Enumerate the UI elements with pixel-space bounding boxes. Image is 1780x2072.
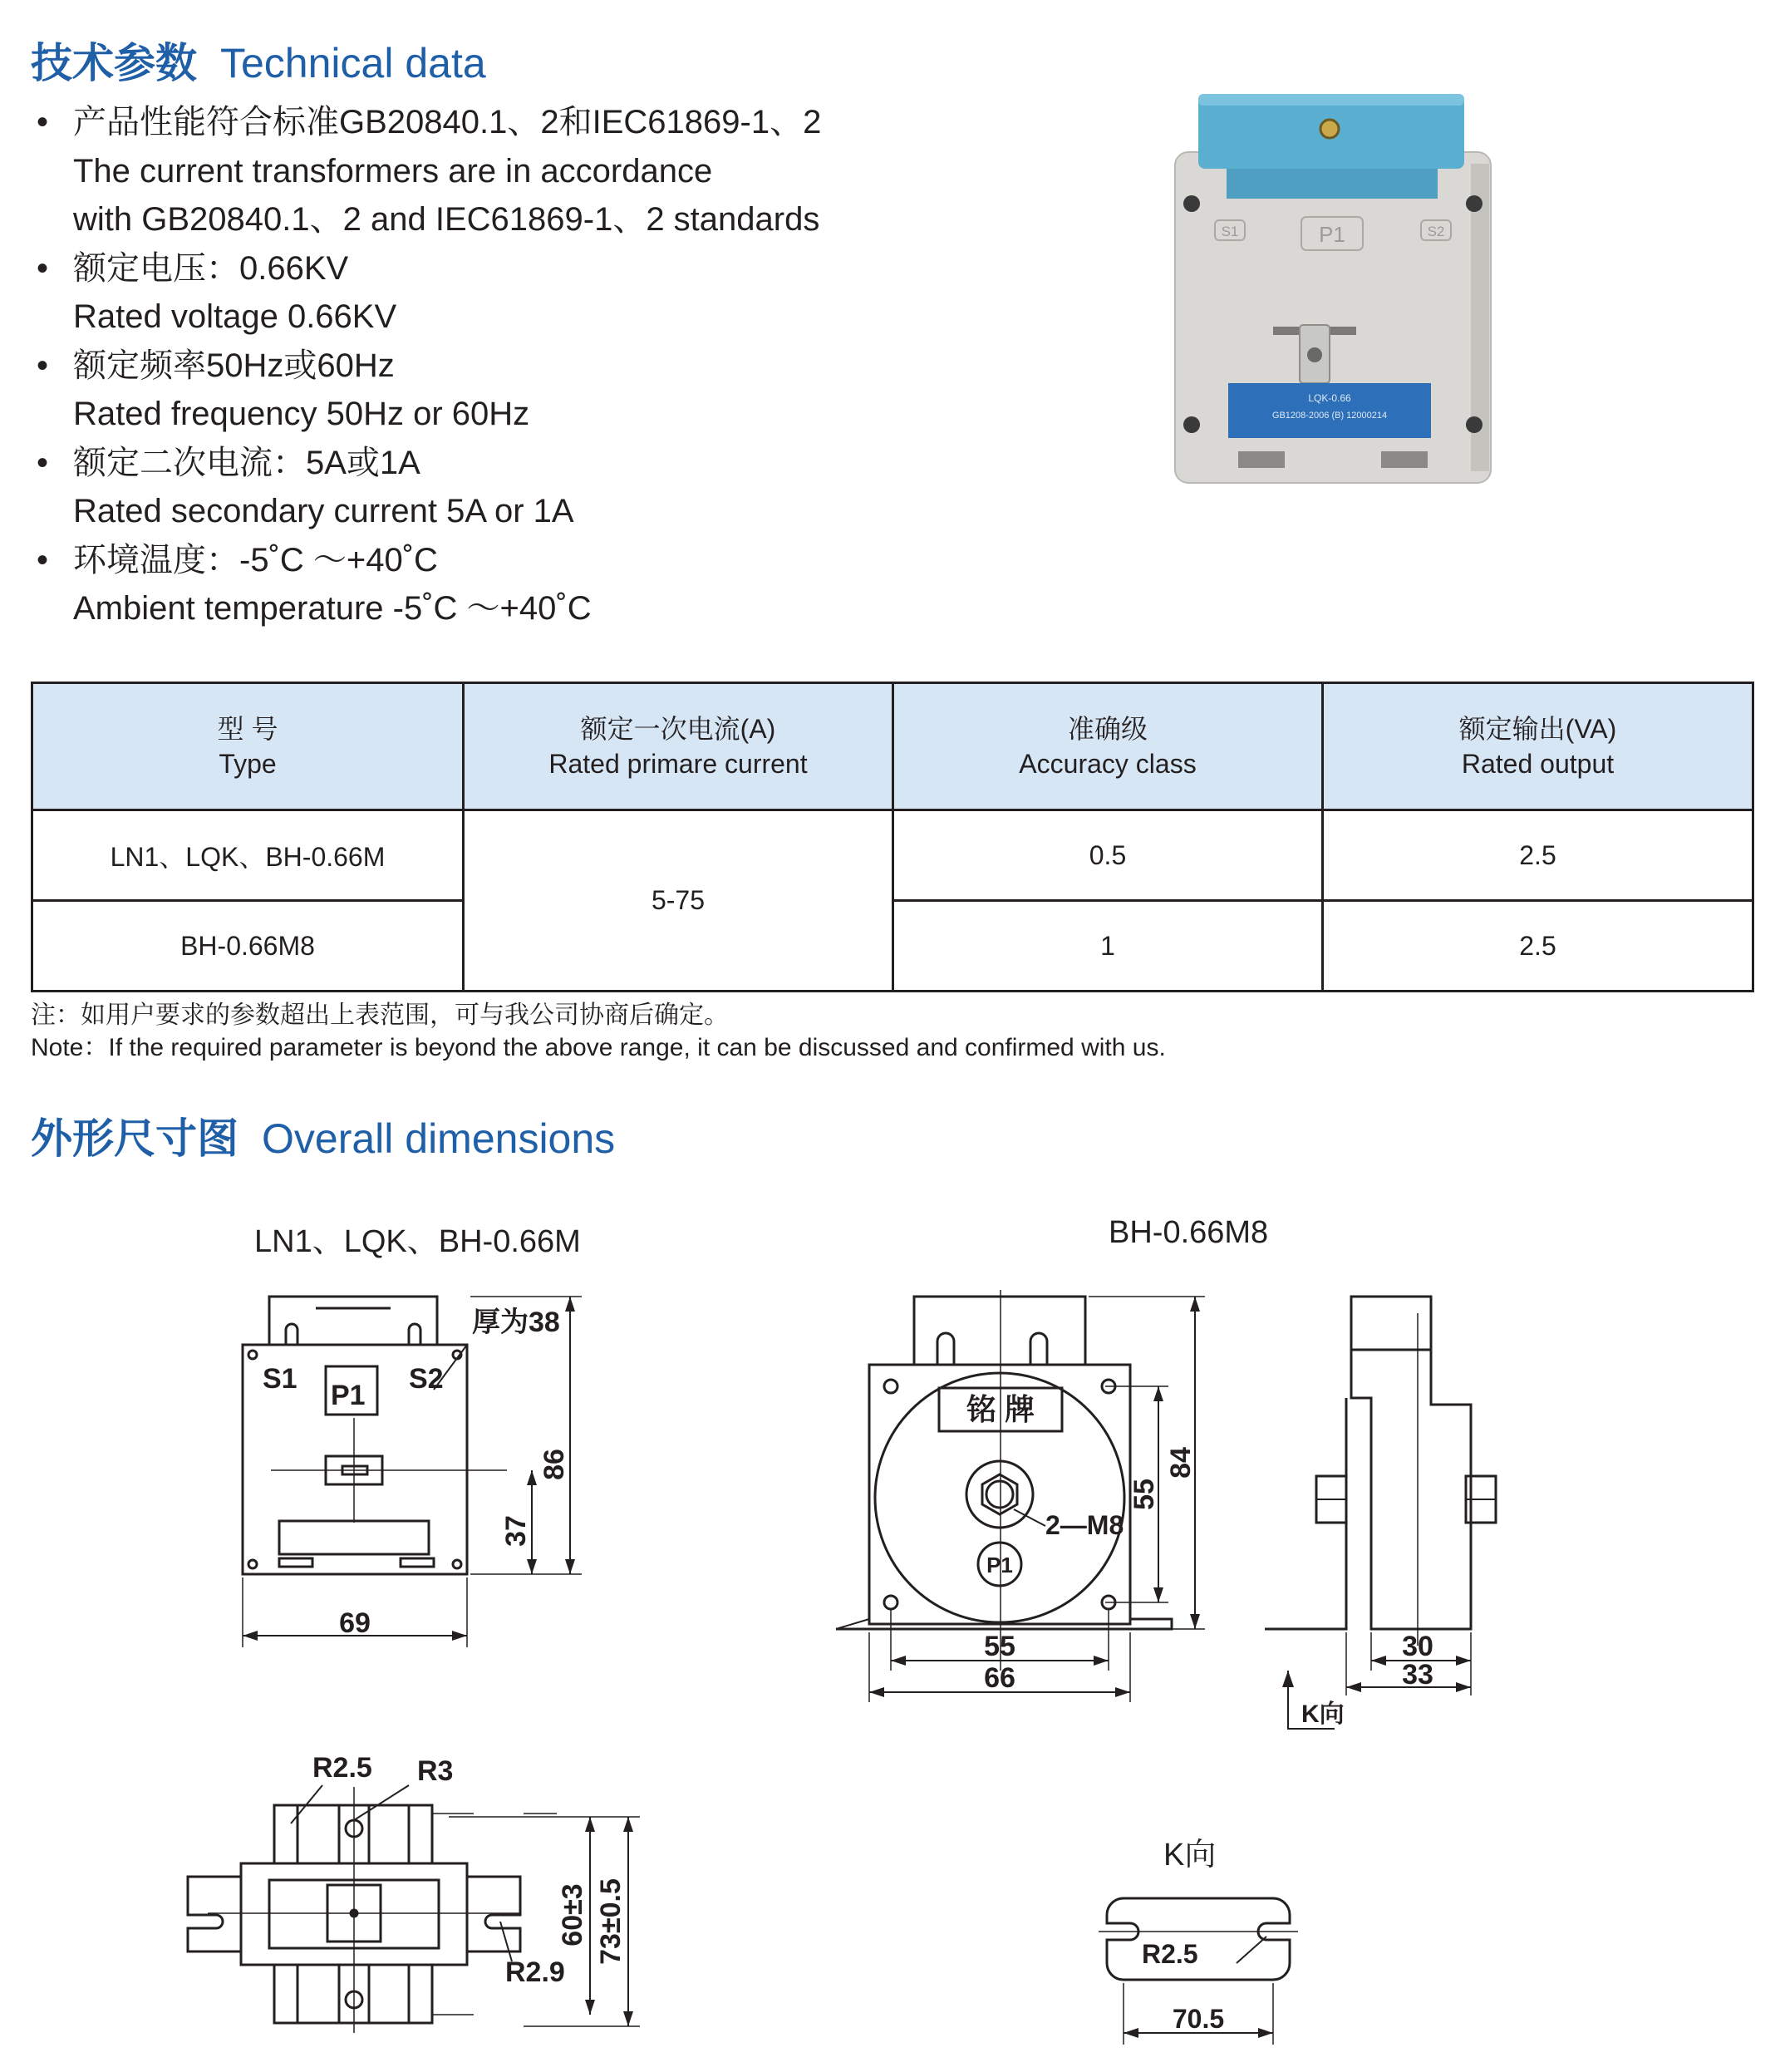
- a-hole-icon: [248, 1351, 257, 1359]
- bs-dim-30-label: 30: [1402, 1631, 1433, 1662]
- base-foot: [1238, 451, 1285, 468]
- ab-dim-60-label: 60±3: [557, 1883, 588, 1946]
- k-r25-label: R2.5: [1142, 1939, 1198, 1969]
- drawing-a-front: [233, 1280, 632, 1679]
- header-output-zh: 额定输出(VA): [1458, 714, 1617, 744]
- cell-type: BH-0.66M8: [32, 901, 464, 992]
- table-note: [31, 999, 1166, 1064]
- ab-right-ear: [467, 1877, 520, 1951]
- b-bolt-outer: [966, 1461, 1033, 1528]
- model-b-label: BH-0.66M8: [1109, 1215, 1269, 1250]
- header-type-en: Type: [219, 749, 277, 779]
- busbar-bolt-icon: [1307, 347, 1322, 362]
- spec-frequency: [37, 342, 821, 391]
- a-foot: [279, 1558, 312, 1567]
- mount-hole-icon: [1183, 195, 1200, 212]
- b-nameplate-label: 铭 牌: [966, 1392, 1035, 1426]
- mount-hole-icon: [1183, 416, 1200, 433]
- table-row: [32, 901, 1753, 992]
- cell-current: 5-75: [464, 810, 893, 992]
- a-dim-69-label: 69: [339, 1607, 371, 1639]
- b-dim-55h-label: 55: [984, 1631, 1015, 1662]
- a-top-cap: [269, 1297, 437, 1345]
- b-p1-label: P1: [986, 1553, 1013, 1577]
- b-hole-icon: [884, 1380, 897, 1393]
- b-dim-66-label: 66: [984, 1662, 1015, 1694]
- base-foot: [1381, 451, 1428, 468]
- spec-standards-zh: 产品性能符合标准GB20840.1、2和IEC61869-1、2: [73, 104, 822, 140]
- spec-temperature-en: Ambient temperature -5˚C ～+40˚C: [73, 590, 592, 627]
- spec-standards: [37, 98, 821, 147]
- spec-secondary-current: [37, 439, 821, 488]
- a-s1-label: S1: [263, 1363, 297, 1395]
- dimensions-heading: [31, 1105, 615, 1165]
- mount-hole-icon: [1466, 416, 1483, 433]
- spec-table: [31, 682, 1754, 992]
- bullet: •: [37, 444, 49, 481]
- header-output: [1323, 683, 1753, 810]
- cell-accuracy: 0.5: [893, 810, 1323, 901]
- ab-dim-73-label: 73±0.5: [595, 1878, 627, 1965]
- a-foot: [401, 1558, 434, 1567]
- model-a-label: LN1、LQK、BH-0.66M: [254, 1224, 581, 1259]
- a-cap-slot: [409, 1324, 420, 1345]
- a-nameplate: [279, 1521, 429, 1554]
- header-type: [32, 683, 464, 810]
- note-en: Note：If the required parameter is beyond the above range, it can be discussed and confirmed with us.: [31, 1034, 1166, 1061]
- spec-voltage-zh: 额定电压：0.66KV: [73, 249, 349, 287]
- cell-output: 2.5: [1323, 901, 1753, 992]
- spec-standards-en-2: with GB20840.1、2 and IEC61869-1、2 standards: [73, 201, 820, 238]
- b-bolt-leader: [1014, 1509, 1045, 1526]
- header-accuracy-en: Accuracy class: [1019, 749, 1197, 779]
- header-current: [464, 683, 893, 810]
- spec-temperature: [37, 536, 821, 585]
- bs-top-cap: [1351, 1297, 1431, 1350]
- drawing-b-front: [823, 1280, 1238, 1729]
- k-plate: [1107, 1898, 1290, 1980]
- ab-r3-label: R3: [417, 1755, 454, 1787]
- bs-k-label: K向: [1301, 1700, 1345, 1728]
- cell-type: LN1、LQK、BH-0.66M: [32, 810, 464, 901]
- a-p1-label: P1: [331, 1380, 366, 1411]
- b-dim-55v-label: 55: [1128, 1479, 1160, 1510]
- note-zh: 注：如用户要求的参数超出上表范围，可与我公司协商后确定。: [31, 1002, 729, 1029]
- a-hole-icon: [248, 1560, 257, 1568]
- a-hole-icon: [453, 1560, 461, 1568]
- k-dim-705-label: 70.5: [1172, 2004, 1225, 2034]
- ab-r25-label: R2.5: [312, 1752, 372, 1784]
- spec-frequency-zh: 额定频率50Hz或60Hz: [73, 347, 395, 384]
- b-slot: [1030, 1333, 1047, 1365]
- cell-output: 2.5: [1323, 810, 1753, 901]
- product-cap-highlight: [1198, 94, 1464, 106]
- b-top-bracket: [914, 1297, 1085, 1365]
- drawing-k-detail: [1089, 1887, 1305, 2053]
- spec-voltage-en: Rated voltage 0.66KV: [73, 298, 397, 335]
- terminal-s2-label: S2: [1427, 224, 1445, 239]
- header-output-en: Rated output: [1461, 749, 1615, 779]
- spec-standards-en-1: The current transformers are in accordance: [73, 152, 713, 189]
- bullet: •: [37, 249, 49, 287]
- bullet: •: [37, 541, 49, 578]
- a-cap-slot: [286, 1324, 297, 1345]
- a-arrowheads: [243, 1297, 575, 1641]
- bs-k-arrowhead: [1282, 1671, 1294, 1687]
- k-view-label: K向: [1163, 1838, 1217, 1873]
- spec-temperature-zh: 环境温度：-5˚C ～+40˚C: [73, 541, 438, 578]
- header-current-zh: 额定一次电流(A): [580, 714, 776, 744]
- drawing-a-bottom: [175, 1737, 673, 2053]
- product-photo: [1163, 87, 1512, 495]
- b-slot: [937, 1333, 954, 1365]
- ab-leader-r3: [354, 1785, 409, 1820]
- technical-heading: [31, 30, 486, 90]
- a-thickness-label: 厚为38: [472, 1307, 560, 1338]
- spec-secondary-current-zh: 额定二次电流：5A或1A: [73, 444, 420, 481]
- product-cap-skirt: [1227, 169, 1438, 199]
- header-accuracy-zh: 准确级: [1067, 714, 1148, 744]
- bullet: •: [37, 104, 49, 140]
- bs-base-plate: [1265, 1616, 1346, 1629]
- a-s2-label: S2: [409, 1363, 444, 1395]
- bullet: •: [37, 347, 49, 384]
- spec-frequency-en: Rated frequency 50Hz or 60Hz: [73, 396, 530, 432]
- drawing-b-side: [1255, 1280, 1521, 1745]
- bs-body: [1351, 1350, 1471, 1629]
- cell-accuracy: 1: [893, 901, 1323, 992]
- b-bolt-label: 2—M8: [1045, 1510, 1124, 1540]
- header-current-en: Rated primare current: [548, 749, 808, 779]
- a-dim-37-label: 37: [500, 1515, 532, 1547]
- terminal-p1-label: P1: [1319, 222, 1345, 247]
- ab-left-ear: [188, 1877, 241, 1951]
- bs-dim-33-label: 33: [1402, 1659, 1433, 1691]
- b-dim-84-label: 84: [1165, 1447, 1197, 1479]
- dimensions-heading-en: Overall dimensions: [262, 1115, 616, 1162]
- ab-r29-label: R2.9: [505, 1956, 565, 1988]
- nameplate-model: LQK-0.66: [1308, 392, 1351, 404]
- nameplate-standard: GB1208-2006 (B) 12000214: [1271, 411, 1388, 421]
- technical-heading-en: Technical data: [220, 40, 486, 86]
- header-accuracy: [893, 683, 1323, 810]
- header-type-zh: 型 号: [217, 714, 278, 744]
- spec-voltage: [37, 244, 821, 293]
- b-base-edge: [836, 1619, 869, 1629]
- k-leader: [1237, 1937, 1266, 1963]
- technical-heading-zh: 技术参数: [31, 40, 197, 86]
- b-hole-icon: [884, 1596, 897, 1609]
- screw-icon: [1320, 120, 1339, 138]
- terminal-s1-label: S1: [1221, 224, 1239, 239]
- b-bolt-inner: [986, 1481, 1013, 1508]
- table-row: [32, 810, 1753, 901]
- a-dim-86-label: 86: [538, 1449, 570, 1480]
- spec-list: [37, 98, 821, 633]
- dimensions-heading-zh: 外形尺寸图: [31, 1115, 238, 1162]
- ab-bottom-lugs: [274, 1965, 432, 2023]
- table-header-row: [32, 683, 1753, 810]
- spec-secondary-current-en: Rated secondary current 5A or 1A: [73, 493, 574, 529]
- mount-hole-icon: [1466, 195, 1483, 212]
